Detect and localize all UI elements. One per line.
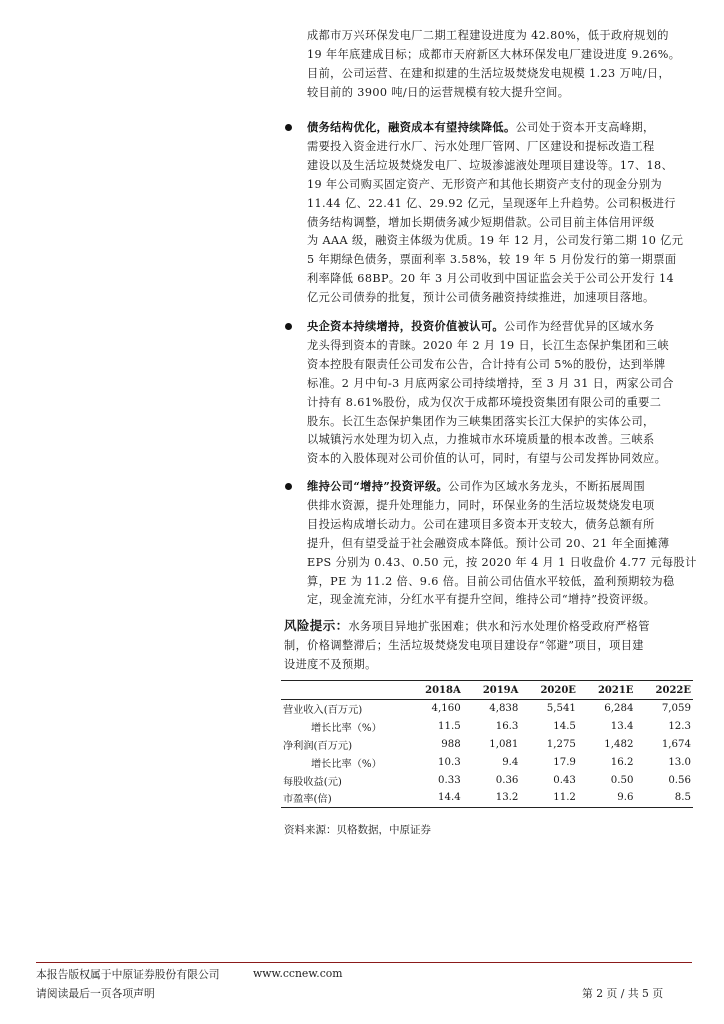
text-line: 需要投入资金进行水厂、污水处理厂管网、厂区建设和提标改造工程	[307, 139, 655, 153]
text-line: 19 年年底建成目标；成都市天府新区大林环保发电厂建设进度 9.26%。	[307, 47, 681, 61]
table-cell: 0.50	[610, 774, 634, 786]
table-cell: 13.4	[610, 721, 634, 733]
table-header-cell: 2022E	[635, 681, 693, 700]
row-label: 每股收益(元)	[283, 776, 342, 788]
table-cell: 16.3	[495, 721, 519, 733]
row-label: 营业收入(百万元)	[283, 705, 363, 717]
text-line: 资本的入股体现对公司价值的认可，同时，有望与公司发挥协同效应。	[307, 452, 667, 466]
footer-page-number: 第 2 页 / 共 5 页	[582, 987, 664, 1000]
text-line: 龙头得到资本的青睐。2020 年 2 月 19 日，长江生态保护集团和三峡	[307, 338, 670, 352]
table-cell: 14.4	[405, 789, 463, 807]
text-line: 目投运构成增长动力。公司在建项目多资本开支较大，债务总额有所	[307, 517, 655, 531]
text-line: 债务结构调整，增加长期债务减少短期借款。公司目前主体信用评级	[307, 215, 655, 229]
text-line: 公司作为区域水务龙头，不断拓展周围	[448, 480, 646, 493]
table-row	[281, 753, 693, 771]
table-cell: 1,275	[546, 738, 576, 750]
table-cell: 11.5	[438, 721, 461, 733]
footer-divider	[36, 962, 692, 963]
table-row	[281, 718, 693, 736]
table-cell: 16.2	[610, 756, 634, 768]
text-line: 水务项目异地扩张困难；供水和污水处理价格受政府严格管	[348, 620, 650, 633]
text-line: 利率降低 68BP。20 年 3 月公司收到中国证监会关于公司公开发行 14	[307, 272, 675, 286]
table-cell: 1,482	[604, 738, 634, 750]
row-label: 增长比率（%）	[311, 723, 382, 735]
table-header-cell: 2020E	[520, 681, 578, 700]
table-header-cell	[281, 681, 405, 700]
text-line: 5 年期绿色债务，票面利率 3.58%，较 19 年 5 月份发行的第一期票面	[307, 253, 677, 267]
table-cell: 11.2	[520, 789, 578, 807]
text-line: 资本控股有限责任公司发布公告，合计持有公司 5%的股份，达到举牌	[307, 357, 666, 371]
table-cell: 12.3	[668, 721, 691, 733]
text-line: 亿元公司债券的批复，预计公司债务融资持续推进，加速项目落地。	[307, 291, 655, 305]
table-source-note: 资料来源：贝格数据，中原证券	[284, 824, 431, 836]
bullet-heading: 央企资本持续增持，投资价值被认可。	[307, 319, 504, 333]
table-cell: 5,541	[546, 703, 576, 715]
table-cell: 8.5	[635, 789, 693, 807]
text-line: 目前，公司运营、在建和拟建的生活垃圾焚烧发电规模 1.23 万吨/日，	[307, 66, 671, 80]
bullet-heading: 维持公司“增持”投资评级。	[307, 479, 449, 493]
text-line: 公司处于资本开支高峰期，	[515, 121, 655, 134]
risk-title: 风险提示：	[284, 618, 349, 633]
table-row	[281, 789, 693, 807]
footer-website-link[interactable]: www.ccnew.com	[253, 967, 343, 980]
table-cell: 13.2	[463, 789, 521, 807]
bullet-heading: 债务结构优化，融资成本有望持续降低。	[307, 120, 516, 134]
table-cell: 17.9	[553, 756, 576, 768]
text-line: 设进度不及预期。	[284, 657, 377, 671]
table-cell: 1,081	[489, 738, 519, 750]
table-header-cell: 2019A	[463, 681, 521, 700]
table-cell: 0.43	[553, 774, 576, 786]
row-label: 市盈率(倍)	[281, 789, 405, 807]
table-row	[281, 771, 693, 789]
table-header-row	[281, 681, 693, 700]
text-line: 算，PE 为 11.2 倍、9.6 倍。目前公司估值水平较低，盈利预期较为稳	[307, 574, 675, 588]
table-cell: 14.5	[553, 721, 576, 733]
table-cell: 10.3	[438, 756, 461, 768]
bullet-rating	[307, 477, 699, 610]
text-line: EPS 分别为 0.43、0.50 元，按 2020 年 4 月 1 日收盘价 4.77 元每股计	[307, 555, 697, 569]
table-cell: 13.0	[668, 756, 691, 768]
footer-copyright: 本报告版权属于中原证券股份有限公司	[36, 968, 220, 981]
table-header-cell: 2021E	[578, 681, 636, 700]
text-line: 11.44 亿、22.41 亿、29.92 亿元，呈现逐年上升趋势。公司积极进行	[307, 196, 676, 210]
risk-warning	[284, 617, 696, 675]
table-cell: 9.6	[578, 789, 636, 807]
text-line: 股东。长江生态保护集团作为三峡集团落实长江大保护的实体公司，	[307, 414, 655, 428]
text-line: 公司作为经营优异的区域水务	[504, 320, 655, 333]
table-cell: 7,059	[661, 703, 691, 715]
text-line: 较目前的 3900 吨/日的运营规模有较大提升空间。	[307, 85, 570, 99]
text-line: 标准。2 月中旬-3 月底两家公司持续增持，至 3 月 31 日，两家公司合	[307, 376, 674, 390]
text-line: 19 年公司购买固定资产、无形资产和其他长期资产支付的现金分别为	[307, 177, 663, 191]
table-cell: 1,674	[661, 738, 691, 750]
text-line: 计持有 8.61%股份，成为仅次于成都环境投资集团有限公司的重要二	[307, 395, 662, 409]
table-cell: 4,838	[489, 703, 519, 715]
table-header-cell: 2018A	[405, 681, 463, 700]
table-cell: 4,160	[431, 703, 461, 715]
bullet-soe-capital	[307, 317, 699, 469]
table-cell: 0.56	[668, 774, 691, 786]
footer-disclaimer: 请阅读最后一页各项声明	[36, 987, 155, 1000]
text-line: 为 AAA 级，融资主体级为优质。19 年 12 月，公司发行第二期 10 亿元	[307, 234, 684, 248]
table-cell: 6,284	[604, 703, 634, 715]
table-cell: 0.36	[495, 774, 519, 786]
text-line: 成都市万兴环保发电厂二期工程建设进度为 42.80%，低于政府规划的	[307, 29, 669, 42]
text-line: 定，现金流充沛，分红水平有提升空间，维持公司“增持”投资评级。	[307, 593, 656, 607]
text-line: 建设以及生活垃圾焚烧发电厂、垃圾渗滤液处理项目建设等。17、18、	[307, 158, 674, 172]
bullet-point-icon	[285, 483, 292, 490]
table-row	[281, 700, 693, 718]
text-line: 供排水资源，提升处理能力，同时，环保业务的生活垃圾焚烧发电项	[307, 498, 655, 512]
text-line: 制，价格调整滞后；生活垃圾焚烧发电项目建设存“邻避”项目，项目建	[284, 638, 644, 652]
financial-forecast-table	[281, 680, 693, 808]
table-cell: 988	[441, 738, 461, 750]
table-cell: 9.4	[502, 756, 519, 768]
intro-paragraph	[307, 27, 699, 103]
bullet-debt-structure	[307, 118, 699, 308]
table-cell: 0.33	[438, 774, 461, 786]
bullet-point-icon	[285, 323, 292, 330]
row-label: 净利润(百万元)	[283, 740, 353, 752]
table-row	[281, 736, 693, 754]
text-line: 提升，但有望受益于社会融资成本降低。预计公司 20、21 年全面摊薄	[307, 536, 670, 550]
row-label: 增长比率（%）	[311, 758, 382, 770]
bullet-point-icon	[285, 124, 292, 131]
text-line: 以城镇污水处理为切入点，力推城市水环境质量的根本改善。三峡系	[307, 433, 655, 447]
